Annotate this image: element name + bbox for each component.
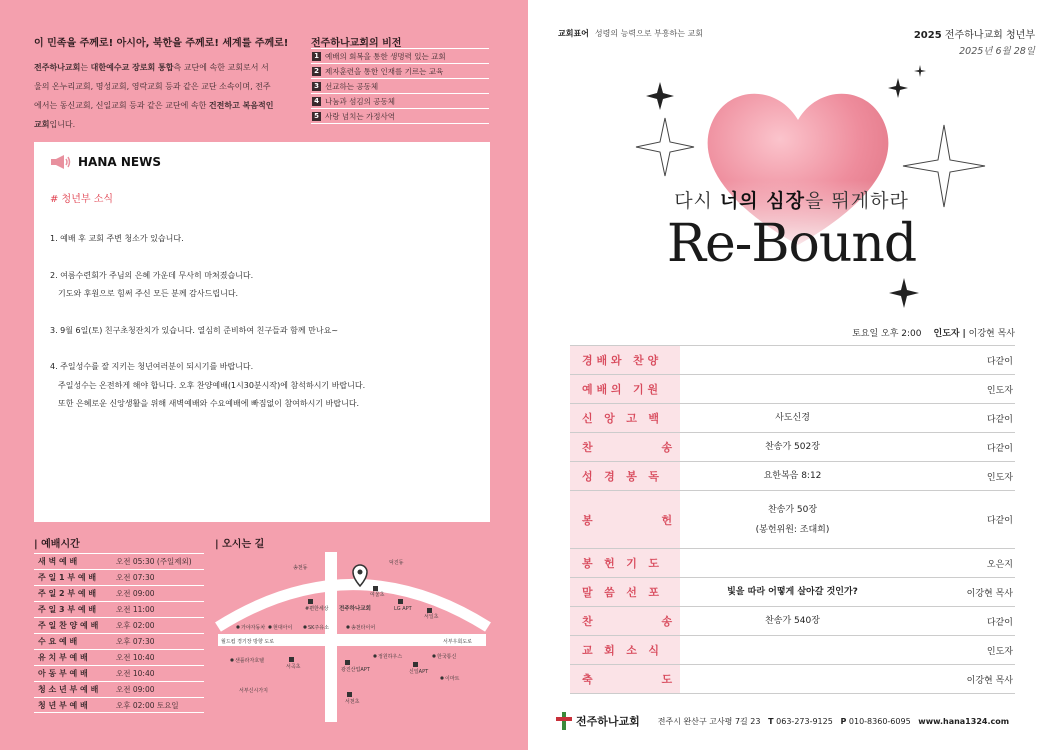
footer <box>556 712 1009 730</box>
vision-number: 2 <box>312 67 321 76</box>
order-detail: 빛을 따라 어떻게 살아갈 것인가? <box>727 587 858 597</box>
directions-title: | 오시는 길 <box>215 539 265 550</box>
worship-times-table <box>34 553 204 713</box>
order-row <box>570 346 1015 375</box>
church-logo-icon <box>556 712 572 730</box>
bulletin-year: 2025 <box>913 30 942 41</box>
leader-name: 이강현 목사 <box>968 329 1015 339</box>
megaphone-icon <box>50 154 72 170</box>
news-line: 또한 은혜로운 신앙생활을 위해 새벽예배와 수요예배에 빠짐없이 참여하시기 바랍니다. <box>58 399 360 408</box>
map-label-hanguk: 한국통신 <box>437 654 457 660</box>
vision-text: 선교하는 공동체 <box>325 81 379 91</box>
leader-label: 인도자 <box>933 329 960 339</box>
order-item-person: 이강현 목사 <box>966 588 1013 599</box>
worship-time-row <box>34 665 204 681</box>
news-line: 주일성수는 온전하게 해야 합니다. 오후 찬양예배(1시30분시작)에 참석하시기 바랍니다. <box>58 380 366 390</box>
church-slogan: 이 민족을 주께로! 아시아, 북한을 주께로! 세계를 주께로! <box>34 38 289 49</box>
vision-number: 3 <box>312 82 321 91</box>
order-item-name: 예 배 의 기 원 <box>570 375 680 403</box>
vision-item <box>311 78 489 94</box>
map-label-sinil-apt: 신일APT <box>409 669 429 675</box>
news-box <box>34 142 490 522</box>
order-item-person: 다같이 <box>986 516 1013 526</box>
order-item-name: 경 배 와 찬 양 <box>570 346 680 374</box>
map-label-sk: SK주유소 <box>308 625 329 631</box>
map-label-seoul-apt: 광진산업APT <box>341 667 370 673</box>
order-row <box>570 375 1015 404</box>
map-label-seoil: 서일초 <box>424 614 439 620</box>
map-label-hyundai: 현대아이 <box>273 625 293 631</box>
order-item-person: 이강현 목사 <box>966 675 1013 686</box>
order-item-person: 오은지 <box>986 559 1013 570</box>
map-label-hotel: 샌플라자호텔 <box>235 658 264 664</box>
order-row <box>570 433 1015 462</box>
order-of-service-table <box>570 345 1015 694</box>
worship-time-row <box>34 697 204 713</box>
church-department: 전주하나교회 청년부 <box>944 30 1035 41</box>
motto-label: 교회표어 <box>558 29 589 38</box>
order-row <box>570 636 1015 665</box>
news-item <box>50 267 480 304</box>
order-row <box>570 665 1015 694</box>
news-item <box>50 322 480 341</box>
map-label-yeolso: 여울초 <box>370 592 385 598</box>
worship-time: 오전 10:40 <box>116 653 155 662</box>
map-label-seobuk: 서천초 <box>345 699 360 705</box>
news-header <box>50 154 161 170</box>
news-subtitle: # 청년부 소식 <box>50 194 114 205</box>
order-item-name: 축 도 <box>570 665 680 693</box>
worship-name: 수 요 예 배 <box>38 637 78 646</box>
worship-time: 오전 05:30 (주일제외) <box>116 557 192 566</box>
order-detail: 사도신경 <box>775 413 810 423</box>
motto-text: 성령의 능력으로 부흥하는 교회 <box>594 29 704 38</box>
vision-text: 나눔과 섬김의 공동체 <box>325 96 395 106</box>
map-label-road-left: 월드컵 경기장 방향 도로 <box>221 639 275 645</box>
order-item-name: 봉 헌 기 도 <box>570 549 680 577</box>
vision-item <box>311 48 489 64</box>
worship-time: 오후 07:30 <box>116 637 155 646</box>
order-row <box>570 404 1015 433</box>
vision-item <box>311 63 489 79</box>
order-row <box>570 491 1015 549</box>
news-line: 4. 주일성수를 잘 지키는 청년여러분이 되시기를 바랍니다. <box>50 362 254 371</box>
footer-contact: 전주시 완산구 고사평 7길 23 T 063-273-9125 P 010-8360-6095 www.hana1324.com <box>657 716 1010 726</box>
map-label-gaya: 가야자동차 <box>241 625 266 631</box>
right-page <box>528 0 1055 750</box>
order-item-name: 찬 송 <box>570 433 680 461</box>
order-row <box>570 549 1015 578</box>
service-time: 토요일 오후 2:00 <box>852 329 922 339</box>
worship-time: 오전 10:40 <box>116 669 155 678</box>
worship-time-row <box>34 601 204 617</box>
bulletin-date: 2025년 6월 28일 <box>959 46 1035 57</box>
vision-number: 5 <box>312 112 321 121</box>
worship-time: 오전 09:00 <box>116 685 155 694</box>
church-intro: 전주하나교회는 대한예수교 장로회 통합측 교단에 속한 교회로서 서울의 온누리교회, 명성교회, 영락교회 등과 같은 교단 소속이며, 전주에서는 동신교회, 신일교회 등과 같은 교단에 속한 건전하고 복음적인 교회입니다. <box>34 63 274 129</box>
worship-times-title: | 예배시간 <box>34 539 80 550</box>
news-line: 2. 여름수련회가 주님의 은혜 가운데 무사히 마쳐졌습니다. <box>50 270 254 280</box>
service-info <box>852 326 1015 339</box>
worship-time-row <box>34 553 204 569</box>
order-row <box>570 607 1015 636</box>
order-item-person: 인도자 <box>986 385 1013 396</box>
order-detail: 찬송가 540장 <box>765 616 820 626</box>
location-map <box>213 552 495 722</box>
map-label-ewha: #편한세상 <box>305 606 329 612</box>
worship-name: 주 일 3 부 예 배 <box>38 605 97 614</box>
vision-title: 전주하나교회의 비전 <box>311 38 402 49</box>
order-row <box>570 462 1015 491</box>
worship-time-row <box>34 585 204 601</box>
worship-time: 오전 07:30 <box>116 573 155 582</box>
vision-text: 예배의 회복을 통한 생명력 있는 교회 <box>325 51 446 61</box>
vision-number: 4 <box>312 97 321 106</box>
map-label-jjim: 정원하우스 <box>378 654 403 660</box>
order-item-name: 찬 송 <box>570 607 680 635</box>
vision-text: 제자훈련을 통한 인재를 기르는 교육 <box>325 66 444 76</box>
footer-church-name: 전주하나교회 <box>576 715 640 728</box>
map-label-road-right: 서부우회도로 <box>443 639 472 645</box>
worship-time-row <box>34 617 204 633</box>
worship-time: 오후 02:00 토요일 <box>116 700 179 710</box>
worship-time-row <box>34 569 204 585</box>
worship-name: 청 소 년 부 예 배 <box>38 685 99 694</box>
news-line: 3. 9월 6일(토) 친구초청잔치가 있습니다. 열심히 준비하여 친구들과 함께 만나요~ <box>50 325 339 335</box>
news-title: HANA NEWS <box>78 155 161 169</box>
order-row <box>570 578 1015 607</box>
map-label-songcheon: 송천동 <box>293 565 308 571</box>
church-motto <box>558 28 703 39</box>
order-item-person: 인도자 <box>986 646 1013 657</box>
worship-name: 청 년 부 예 배 <box>38 700 88 710</box>
order-item-name: 봉 헌 <box>570 491 680 548</box>
order-detail: 요한복음 8:12 <box>763 471 822 481</box>
order-item-person: 인도자 <box>986 472 1013 483</box>
hero-subtitle: 다시 너의 심장을 뛰게하라 <box>674 190 909 212</box>
worship-name: 새 벽 예 배 <box>38 557 78 566</box>
map-label-seogok: 서곡초 <box>286 664 301 670</box>
order-item-name: 성 경 봉 독 <box>570 462 680 490</box>
map-label-deokjin: 덕진동 <box>389 560 404 566</box>
vision-item <box>311 93 489 109</box>
worship-name: 주 일 1 부 예 배 <box>38 573 97 582</box>
map-label-lg: LG APT <box>394 606 412 612</box>
worship-name: 아 동 부 예 배 <box>38 669 88 678</box>
vision-list <box>311 48 489 123</box>
worship-time: 오전 09:00 <box>116 589 155 598</box>
order-item-person: 다같이 <box>986 356 1013 367</box>
worship-time-row <box>34 649 204 665</box>
bulletin-header <box>914 26 1035 57</box>
worship-time: 오후 02:00 <box>116 621 155 630</box>
worship-time-row <box>34 681 204 697</box>
worship-name: 주 일 2 부 예 배 <box>38 589 97 598</box>
map-label-church: 전주하나교회 <box>339 606 371 612</box>
worship-name: 유 치 부 예 배 <box>38 653 88 662</box>
order-item-person: 다같이 <box>986 443 1013 454</box>
leader-separator: | <box>962 329 966 339</box>
news-list <box>50 230 480 432</box>
map-label-imart: 이마트 <box>445 676 460 682</box>
order-item-name: 말 씀 선 포 <box>570 578 680 606</box>
vision-item <box>311 108 489 124</box>
news-line: 1. 예배 후 교회 주변 청소가 있습니다. <box>50 234 184 243</box>
order-item-person: 다같이 <box>986 414 1013 425</box>
order-detail: 찬송가 50장 (봉헌위원: 조대희) <box>755 504 830 535</box>
order-item-name: 신 앙 고 백 <box>570 404 680 432</box>
map-label-seobu: 서부신시가지 <box>239 688 268 694</box>
order-item-person: 다같이 <box>986 617 1013 628</box>
worship-time: 오전 11:00 <box>116 605 155 614</box>
news-line: 기도와 후원으로 힘써 주신 모든 분께 감사드립니다. <box>58 289 239 298</box>
hero-title: Re-Bound <box>666 214 917 274</box>
worship-name: 주 일 찬 양 예 배 <box>38 621 99 630</box>
vision-text: 사랑 넘치는 가정사역 <box>325 111 395 121</box>
vision-number: 1 <box>312 52 321 61</box>
worship-time-row <box>34 633 204 649</box>
news-item <box>50 358 480 414</box>
news-item <box>50 230 480 249</box>
map-label-songcheon-tire: 송천타이어 <box>351 625 376 631</box>
order-item-name: 교 회 소 식 <box>570 636 680 664</box>
order-detail: 찬송가 502장 <box>765 442 820 452</box>
